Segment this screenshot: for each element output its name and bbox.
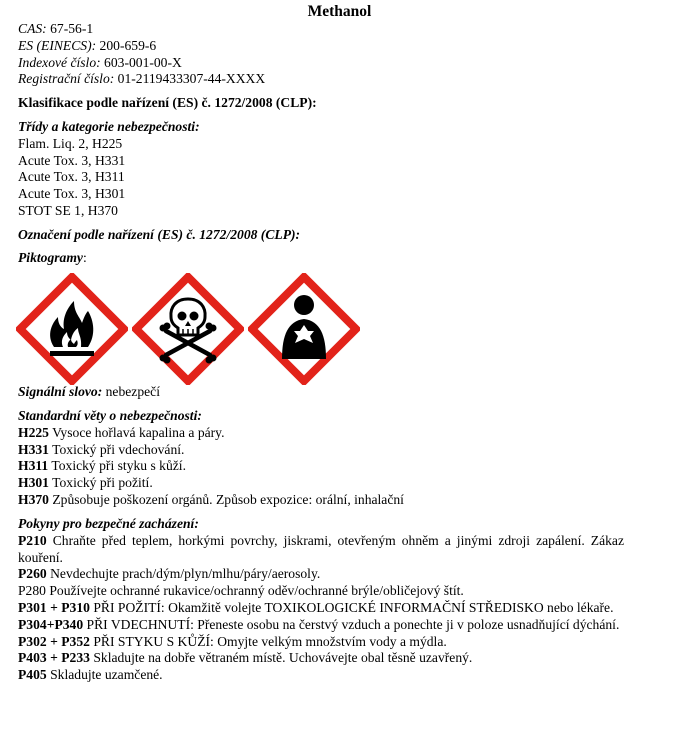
class-item: Acute Tox. 3, H311 bbox=[18, 169, 125, 185]
precaution-statement bbox=[18, 650, 624, 667]
hazard-statement bbox=[18, 492, 624, 509]
class-item: STOT SE 1, H370 bbox=[18, 202, 118, 218]
page-title: Methanol bbox=[307, 3, 372, 20]
registration-label: Registrační číslo: bbox=[18, 71, 115, 87]
classification-section bbox=[18, 95, 624, 112]
precaution-text: PŘI POŽITÍ: Okamžitě volejte TOXIKOLOGICKÉ INFORMAČNÍ STŘEDISKO nebo lékaře. bbox=[89, 599, 614, 615]
precaution-text: Skladujte na dobře větraném místě. Uchovávejte obal těsně uzavřený. bbox=[89, 650, 473, 666]
labelling-section bbox=[18, 227, 624, 244]
precaution-statement bbox=[18, 667, 624, 684]
precaution-section bbox=[18, 516, 624, 684]
health-hazard-icon bbox=[248, 273, 360, 385]
cas-line bbox=[18, 21, 624, 38]
precaution-text: Používejte ochranné rukavice/ochranný oděv/ochranné brýle/obličejový štít. bbox=[45, 583, 464, 599]
signal-label: Signální slovo: bbox=[18, 384, 103, 399]
hazard-section bbox=[18, 408, 624, 509]
precaution-text: Nevdechujte prach/dým/plyn/mlhu/páry/aerosoly. bbox=[46, 566, 321, 582]
signal-line bbox=[18, 384, 624, 401]
precaution-code: P260 bbox=[18, 566, 47, 582]
classes-heading: Třídy a kategorie nebezpečnosti: bbox=[18, 119, 200, 134]
precaution-statement bbox=[18, 566, 624, 583]
hazard-text: Toxický při požití. bbox=[48, 475, 153, 491]
hazard-code: H331 bbox=[18, 441, 49, 457]
signal-value: nebezpečí bbox=[102, 384, 160, 399]
hazard-code: H225 bbox=[18, 424, 49, 440]
index-label: Indexové číslo: bbox=[18, 54, 101, 70]
hazard-statement bbox=[18, 475, 624, 492]
hazard-text: Toxický při vdechování. bbox=[48, 441, 185, 457]
precaution-statement bbox=[18, 617, 624, 634]
pictograms-heading-line bbox=[18, 250, 624, 267]
pictograms-section bbox=[18, 250, 624, 385]
signal-section bbox=[18, 384, 624, 401]
precaution-text: PŘI VDECHNUTÍ: Přeneste osobu na čerstvý vzduch a ponechte ji v poloze usnadňující dýchání. bbox=[83, 616, 620, 632]
hazard-heading: Standardní věty o nebezpečnosti: bbox=[18, 408, 202, 423]
precaution-text: Chraňte před teplem, horkými povrchy, jiskrami, otevřeným ohněm a jinými zdroji zapálení. Zákaz kouření. bbox=[18, 532, 624, 565]
hazard-text: Toxický při styku s kůží. bbox=[48, 458, 186, 474]
skull-crossbones-icon bbox=[132, 273, 244, 385]
precaution-statement bbox=[18, 634, 624, 651]
hazard-code: H311 bbox=[18, 458, 49, 474]
identifiers bbox=[18, 21, 624, 88]
hazard-code: H370 bbox=[18, 491, 49, 507]
class-item: Flam. Liq. 2, H225 bbox=[18, 135, 123, 151]
precaution-code: P301 + P310 bbox=[18, 599, 90, 615]
precaution-code: P280 bbox=[18, 583, 46, 599]
flame-icon bbox=[16, 273, 128, 385]
hazard-text: Způsobuje poškození orgánů. Způsob expozice: orální, inhalační bbox=[48, 491, 404, 507]
classes-section bbox=[18, 119, 624, 220]
registration-line bbox=[18, 71, 624, 88]
index-value: 603-001-00-X bbox=[100, 54, 182, 70]
hazard-statement bbox=[18, 458, 624, 475]
precaution-code: P210 bbox=[18, 532, 47, 548]
cas-value: 67-56-1 bbox=[46, 21, 94, 36]
pictogram-row bbox=[16, 273, 624, 385]
einecs-line bbox=[18, 38, 624, 55]
labelling-heading: Označení podle nařízení (ES) č. 1272/2008 (CLP): bbox=[18, 227, 301, 242]
precaution-code: P405 bbox=[18, 667, 47, 683]
pictograms-colon: : bbox=[82, 250, 87, 265]
einecs-value: 200-659-6 bbox=[96, 37, 157, 53]
precaution-code: P403 + P233 bbox=[18, 650, 90, 666]
index-line bbox=[18, 55, 624, 72]
hazard-code: H301 bbox=[18, 475, 49, 491]
precaution-text: PŘI STYKU S KŮŽÍ: Omyjte velkým množstvím vody a mýdla. bbox=[89, 633, 447, 649]
cas-label: CAS: bbox=[18, 21, 47, 36]
registration-value: 01-2119433307-44-XXXX bbox=[114, 71, 266, 87]
pictograms-heading: Piktogramy bbox=[18, 250, 83, 265]
precaution-statement bbox=[18, 583, 624, 600]
class-item: Acute Tox. 3, H301 bbox=[18, 186, 126, 202]
hazard-text: Vysoce hořlavá kapalina a páry. bbox=[48, 424, 225, 440]
einecs-label: ES (EINECS): bbox=[18, 37, 97, 53]
precaution-text: Skladujte uzamčené. bbox=[46, 667, 163, 683]
class-item: Acute Tox. 3, H331 bbox=[18, 152, 126, 168]
hazard-statement bbox=[18, 425, 624, 442]
classification-heading: Klasifikace podle nařízení (ES) č. 1272/2008 (CLP): bbox=[18, 95, 317, 110]
precaution-statement bbox=[18, 533, 624, 567]
precaution-code: P304+P340 bbox=[18, 616, 84, 632]
precaution-statement bbox=[18, 600, 624, 617]
precaution-code: P302 + P352 bbox=[18, 633, 90, 649]
hazard-statement bbox=[18, 442, 624, 459]
precaution-heading: Pokyny pro bezpečné zacházení: bbox=[18, 516, 199, 531]
